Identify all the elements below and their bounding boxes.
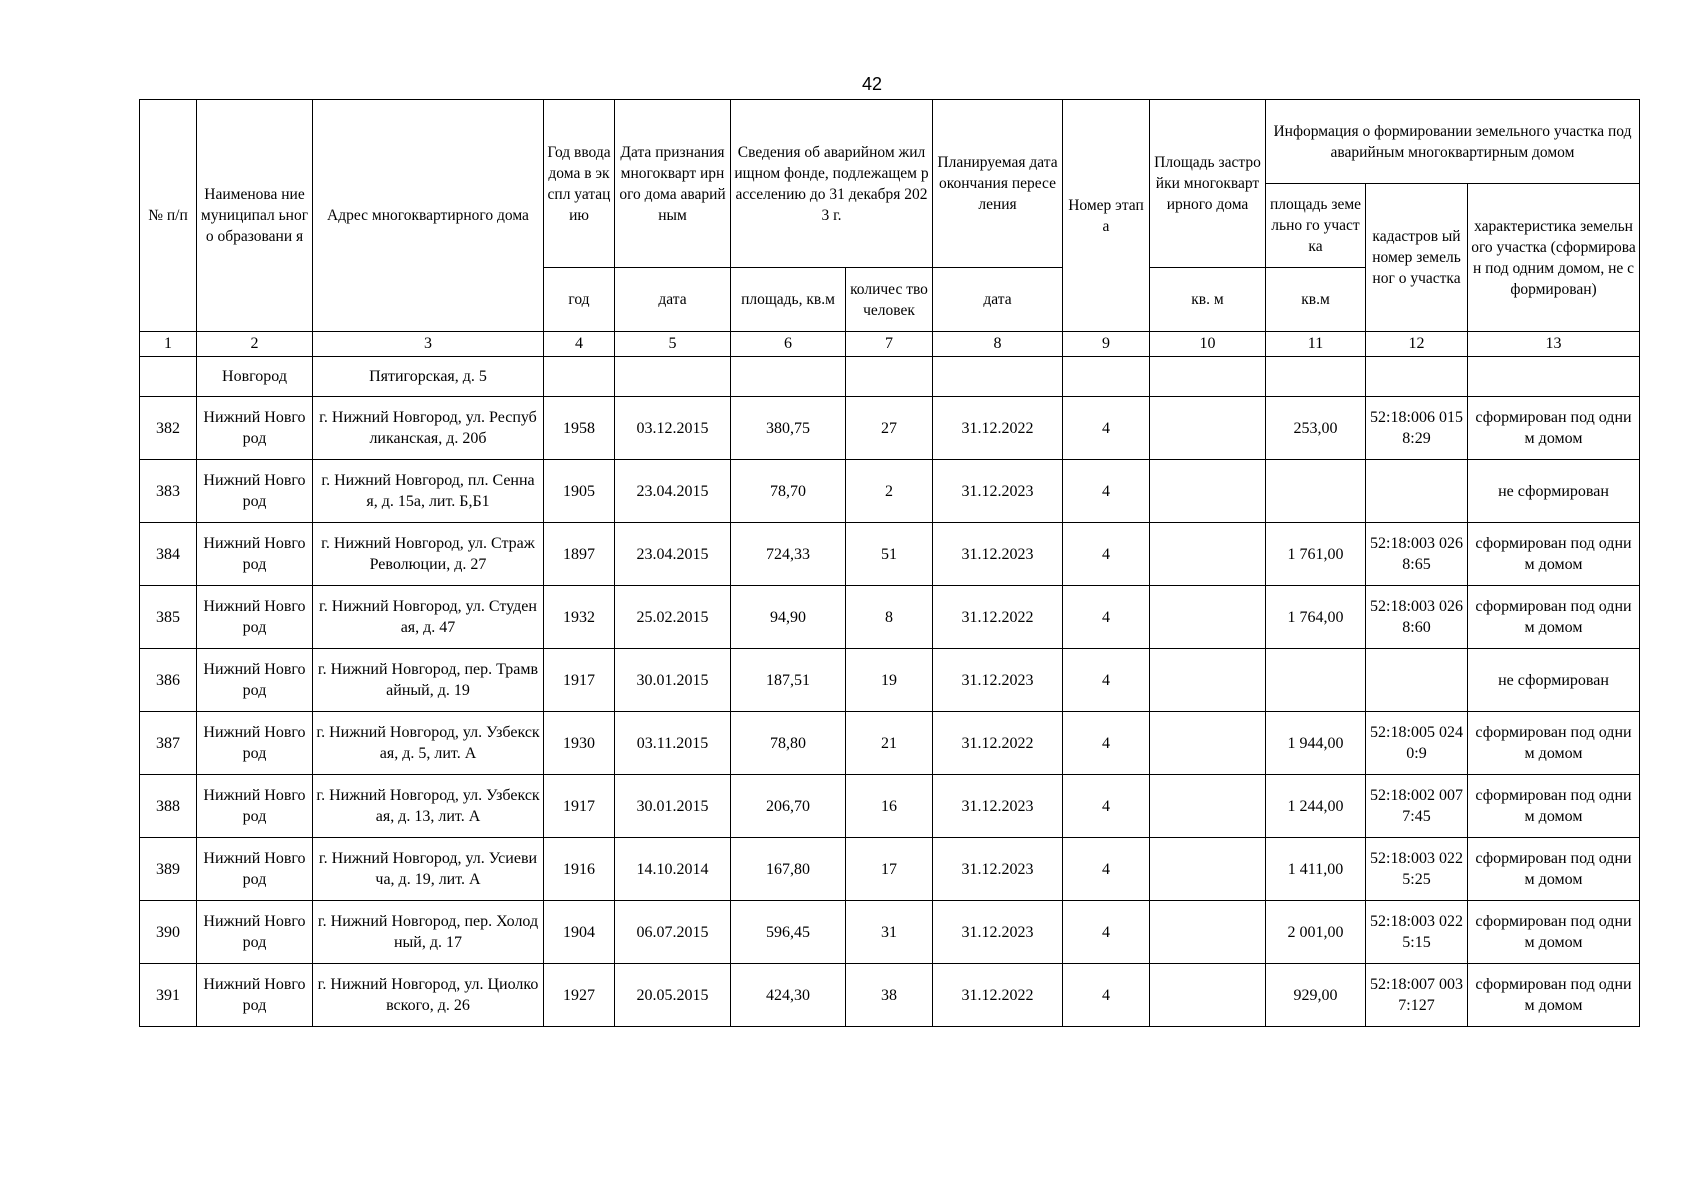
row-area: 94,90 <box>731 586 846 649</box>
table-row <box>140 523 1640 586</box>
column-number: 9 <box>1063 332 1150 357</box>
row-land-area: 1 411,00 <box>1266 838 1366 901</box>
row-number: 382 <box>140 397 197 460</box>
row-municipality: Нижний Новгород <box>197 775 313 838</box>
table-row <box>140 901 1640 964</box>
row-people-count: 51 <box>846 523 933 586</box>
row-year-built: 1917 <box>544 775 615 838</box>
continuation-address: Пятигорская, д. 5 <box>313 357 544 397</box>
row-address: г. Нижний Новгород, пер. Холодный, д. 17 <box>313 901 544 964</box>
table-row <box>140 586 1640 649</box>
row-number: 383 <box>140 460 197 523</box>
header-build-area: Площадь застройки многокварт ирного дома <box>1150 100 1266 268</box>
row-people-count: 31 <box>846 901 933 964</box>
row-stage: 4 <box>1063 586 1150 649</box>
column-number: 6 <box>731 332 846 357</box>
row-recognition-date: 20.05.2015 <box>615 964 731 1027</box>
column-number: 2 <box>197 332 313 357</box>
row-people-count: 27 <box>846 397 933 460</box>
row-area: 78,80 <box>731 712 846 775</box>
row-people-count: 19 <box>846 649 933 712</box>
row-year-built: 1905 <box>544 460 615 523</box>
row-land-area: 1 944,00 <box>1266 712 1366 775</box>
row-land-area <box>1266 649 1366 712</box>
row-people-count: 21 <box>846 712 933 775</box>
row-planned-date: 31.12.2023 <box>933 838 1063 901</box>
row-build-area <box>1150 586 1266 649</box>
row-cadastral-number: 52:18:003 0225:25 <box>1366 838 1468 901</box>
column-number: 4 <box>544 332 615 357</box>
row-land-area: 929,00 <box>1266 964 1366 1027</box>
header-municipality: Наименова ние муниципал ьного образовани я <box>197 100 313 332</box>
row-stage: 4 <box>1063 712 1150 775</box>
row-address: г. Нижний Новгород, ул. Усиевича, д. 19, лит. А <box>313 838 544 901</box>
row-build-area <box>1150 397 1266 460</box>
header-cadastral-number: кадастров ый номер земельног о участка <box>1366 184 1468 332</box>
row-build-area <box>1150 649 1266 712</box>
row-number: 385 <box>140 586 197 649</box>
row-stage: 4 <box>1063 964 1150 1027</box>
row-people-count: 17 <box>846 838 933 901</box>
row-planned-date: 31.12.2022 <box>933 586 1063 649</box>
row-land-characteristic: сформирован под одним домом <box>1468 775 1640 838</box>
row-area: 380,75 <box>731 397 846 460</box>
unit-date: дата <box>615 268 731 332</box>
row-municipality: Нижний Новгород <box>197 838 313 901</box>
column-number: 13 <box>1468 332 1640 357</box>
row-land-characteristic: не сформирован <box>1468 460 1640 523</box>
header-emergency-fund: Сведения об аварийном жилищном фонде, подлежащем расселению до 31 декабря 2023 г. <box>731 100 933 268</box>
row-build-area <box>1150 838 1266 901</box>
row-number: 387 <box>140 712 197 775</box>
table-row <box>140 649 1640 712</box>
row-build-area <box>1150 712 1266 775</box>
row-cadastral-number: 52:18:003 0268:65 <box>1366 523 1468 586</box>
table-row <box>140 775 1640 838</box>
column-number: 1 <box>140 332 197 357</box>
row-municipality: Нижний Новгород <box>197 397 313 460</box>
unit-land-area: кв.м <box>1266 268 1366 332</box>
row-cadastral-number: 52:18:003 0268:60 <box>1366 586 1468 649</box>
row-build-area <box>1150 775 1266 838</box>
row-address: г. Нижний Новгород, ул. Узбекская, д. 5, лит. А <box>313 712 544 775</box>
unit-year: год <box>544 268 615 332</box>
row-planned-date: 31.12.2023 <box>933 460 1063 523</box>
row-land-characteristic: сформирован под одним домом <box>1468 712 1640 775</box>
row-area: 206,70 <box>731 775 846 838</box>
row-number: 391 <box>140 964 197 1027</box>
row-year-built: 1927 <box>544 964 615 1027</box>
page-number: 42 <box>861 74 883 94</box>
row-people-count: 8 <box>846 586 933 649</box>
row-municipality: Нижний Новгород <box>197 964 313 1027</box>
column-numbers-row <box>140 332 1640 357</box>
row-stage: 4 <box>1063 775 1150 838</box>
row-people-count: 38 <box>846 964 933 1027</box>
unit-people: количес тво человек <box>846 268 933 332</box>
row-address: г. Нижний Новгород, пл. Сенная, д. 15а, лит. Б,Б1 <box>313 460 544 523</box>
row-land-area: 2 001,00 <box>1266 901 1366 964</box>
row-area: 167,80 <box>731 838 846 901</box>
column-number: 5 <box>615 332 731 357</box>
row-address: г. Нижний Новгород, ул. Страж Революции, д. 27 <box>313 523 544 586</box>
row-cadastral-number: 52:18:003 0225:15 <box>1366 901 1468 964</box>
unit-area: площадь, кв.м <box>731 268 846 332</box>
table-row <box>140 460 1640 523</box>
table-row <box>140 397 1640 460</box>
row-build-area <box>1150 523 1266 586</box>
row-area: 424,30 <box>731 964 846 1027</box>
column-number: 3 <box>313 332 544 357</box>
row-land-characteristic: сформирован под одним домом <box>1468 523 1640 586</box>
row-year-built: 1904 <box>544 901 615 964</box>
row-recognition-date: 03.12.2015 <box>615 397 731 460</box>
column-number: 7 <box>846 332 933 357</box>
housing-registry-table <box>139 99 1640 1027</box>
row-planned-date: 31.12.2022 <box>933 964 1063 1027</box>
table-row <box>140 964 1640 1027</box>
header-stage: Номер этапа <box>1063 100 1150 332</box>
header-recognition-date: Дата признания многокварт ирного дома аварийным <box>615 100 731 268</box>
row-cadastral-number: 52:18:002 0077:45 <box>1366 775 1468 838</box>
row-number: 388 <box>140 775 197 838</box>
row-land-area: 253,00 <box>1266 397 1366 460</box>
column-number: 8 <box>933 332 1063 357</box>
header-land-info: Информация о формировании земельного участка под аварийным многоквартирным домом <box>1266 100 1640 184</box>
row-municipality: Нижний Новгород <box>197 649 313 712</box>
row-recognition-date: 25.02.2015 <box>615 586 731 649</box>
row-stage: 4 <box>1063 901 1150 964</box>
row-area: 724,33 <box>731 523 846 586</box>
column-number: 10 <box>1150 332 1266 357</box>
header-row-1 <box>140 100 1640 184</box>
row-cadastral-number: 52:18:005 0240:9 <box>1366 712 1468 775</box>
row-land-area: 1 764,00 <box>1266 586 1366 649</box>
row-cadastral-number: 52:18:007 0037:127 <box>1366 964 1468 1027</box>
row-number: 384 <box>140 523 197 586</box>
row-land-characteristic: сформирован под одним домом <box>1468 838 1640 901</box>
row-recognition-date: 06.07.2015 <box>615 901 731 964</box>
row-municipality: Нижний Новгород <box>197 523 313 586</box>
row-cadastral-number <box>1366 649 1468 712</box>
row-land-area: 1 761,00 <box>1266 523 1366 586</box>
row-municipality: Нижний Новгород <box>197 901 313 964</box>
row-address: г. Нижний Новгород, ул. Циолковского, д. 26 <box>313 964 544 1027</box>
header-land-area: площадь земельно го участка <box>1266 184 1366 268</box>
row-area: 78,70 <box>731 460 846 523</box>
row-stage: 4 <box>1063 838 1150 901</box>
header-number: № п/п <box>140 100 197 332</box>
row-year-built: 1917 <box>544 649 615 712</box>
row-planned-date: 31.12.2023 <box>933 649 1063 712</box>
row-recognition-date: 23.04.2015 <box>615 460 731 523</box>
row-municipality: Нижний Новгород <box>197 586 313 649</box>
row-land-characteristic: не сформирован <box>1468 649 1640 712</box>
row-municipality: Нижний Новгород <box>197 460 313 523</box>
row-land-characteristic: сформирован под одним домом <box>1468 901 1640 964</box>
row-land-characteristic: сформирован под одним домом <box>1468 586 1640 649</box>
row-year-built: 1958 <box>544 397 615 460</box>
row-number: 390 <box>140 901 197 964</box>
row-build-area <box>1150 901 1266 964</box>
column-number: 12 <box>1366 332 1468 357</box>
row-recognition-date: 03.11.2015 <box>615 712 731 775</box>
row-address: г. Нижний Новгород, ул. Студеная, д. 47 <box>313 586 544 649</box>
row-recognition-date: 23.04.2015 <box>615 523 731 586</box>
row-land-area <box>1266 460 1366 523</box>
unit-build-area: кв. м <box>1150 268 1266 332</box>
row-address: г. Нижний Новгород, пер. Трамвайный, д. 19 <box>313 649 544 712</box>
row-address: г. Нижний Новгород, ул. Узбекская, д. 13, лит. А <box>313 775 544 838</box>
continuation-municipality: Новгород <box>197 357 313 397</box>
row-planned-date: 31.12.2022 <box>933 712 1063 775</box>
header-year-built: Год ввода дома в экспл уатац ию <box>544 100 615 268</box>
row-land-characteristic: сформирован под одним домом <box>1468 964 1640 1027</box>
row-address: г. Нижний Новгород, ул. Республиканская, д. 20б <box>313 397 544 460</box>
row-number: 389 <box>140 838 197 901</box>
row-build-area <box>1150 460 1266 523</box>
row-stage: 4 <box>1063 460 1150 523</box>
row-stage: 4 <box>1063 649 1150 712</box>
row-build-area <box>1150 964 1266 1027</box>
row-cadastral-number <box>1366 460 1468 523</box>
row-recognition-date: 30.01.2015 <box>615 775 731 838</box>
row-year-built: 1932 <box>544 586 615 649</box>
table-row <box>140 838 1640 901</box>
row-year-built: 1916 <box>544 838 615 901</box>
row-land-area: 1 244,00 <box>1266 775 1366 838</box>
unit-planned-date: дата <box>933 268 1063 332</box>
row-recognition-date: 30.01.2015 <box>615 649 731 712</box>
row-stage: 4 <box>1063 523 1150 586</box>
row-planned-date: 31.12.2023 <box>933 775 1063 838</box>
column-number: 11 <box>1266 332 1366 357</box>
header-address: Адрес многоквартирного дома <box>313 100 544 332</box>
row-cadastral-number: 52:18:006 0158:29 <box>1366 397 1468 460</box>
continuation-row <box>140 357 1640 397</box>
table-row <box>140 712 1640 775</box>
header-land-characteristic: характеристика земельного участка (сформирован под одним домом, не сформирован) <box>1468 184 1640 332</box>
row-people-count: 2 <box>846 460 933 523</box>
header-planned-date: Планируемая дата окончания переселения <box>933 100 1063 268</box>
row-recognition-date: 14.10.2014 <box>615 838 731 901</box>
row-people-count: 16 <box>846 775 933 838</box>
row-planned-date: 31.12.2023 <box>933 523 1063 586</box>
row-planned-date: 31.12.2022 <box>933 397 1063 460</box>
row-land-characteristic: сформирован под одним домом <box>1468 397 1640 460</box>
row-area: 187,51 <box>731 649 846 712</box>
row-municipality: Нижний Новгород <box>197 712 313 775</box>
row-year-built: 1930 <box>544 712 615 775</box>
row-stage: 4 <box>1063 397 1150 460</box>
row-number: 386 <box>140 649 197 712</box>
row-area: 596,45 <box>731 901 846 964</box>
row-year-built: 1897 <box>544 523 615 586</box>
row-planned-date: 31.12.2023 <box>933 901 1063 964</box>
